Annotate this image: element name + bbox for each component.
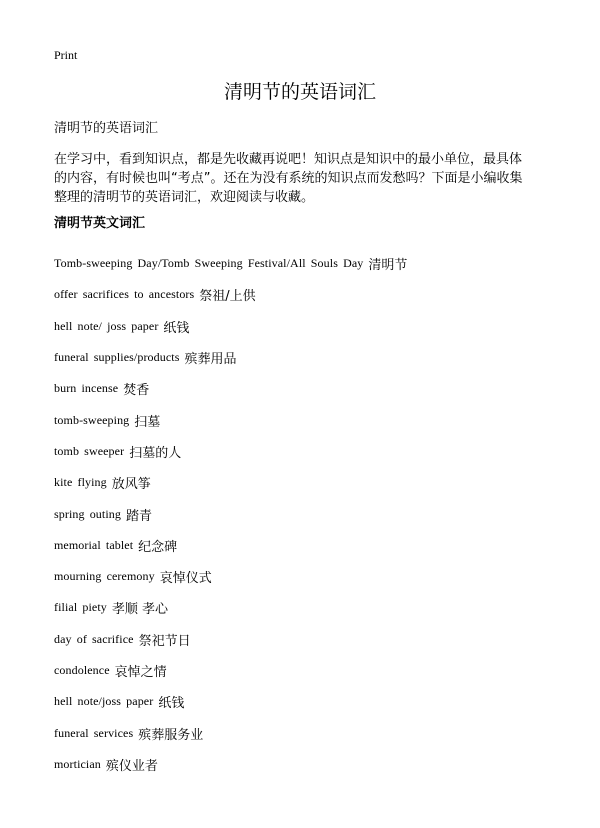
vocab-chinese: 清明节	[368, 258, 408, 274]
subtitle: 清明节的英语词汇	[54, 121, 159, 136]
vocab-english: filial piety	[54, 600, 107, 615]
intro-line: 在学习中，看到知识点，都是先收藏再说吧！知识点是知识中的最小单位，最具体	[54, 152, 523, 167]
section-heading: 清明节英文词汇	[54, 216, 146, 231]
vocab-chinese: 孝顺 孝心	[111, 602, 168, 618]
vocab-chinese: 焚香	[123, 383, 150, 399]
vocab-chinese: 哀悼之情	[114, 665, 167, 680]
vocab-english: Tomb-sweeping Day/Tomb Sweeping Festival/All Souls Day	[54, 256, 364, 271]
vocab-english: tomb-sweeping	[54, 412, 130, 427]
list-item	[54, 561, 554, 592]
list-item	[54, 592, 554, 623]
vocab-english: tomb sweeper	[54, 443, 125, 458]
vocab-chinese: 祭祖/上供	[199, 289, 256, 305]
list-item	[54, 404, 554, 435]
list-item	[54, 686, 554, 717]
vocab-chinese: 殡仪业者	[105, 758, 158, 774]
list-item	[54, 373, 554, 404]
intro-line: 整理的清明节的英语词汇，欢迎阅读与收藏。	[54, 190, 315, 205]
list-item	[54, 655, 554, 686]
vocab-english: hell note/ joss paper	[54, 318, 159, 333]
vocab-english: hell note/joss paper	[54, 694, 154, 709]
vocab-english: funeral services	[54, 725, 134, 740]
list-item	[54, 624, 554, 655]
list-item	[54, 467, 554, 498]
list-item	[54, 279, 554, 310]
list-item	[54, 436, 554, 467]
vocab-english: offer sacrifices to ancestors	[54, 287, 195, 302]
vocab-english: condolence	[54, 663, 110, 677]
vocab-english: spring outing	[54, 506, 121, 521]
vocab-chinese: 纸钱	[163, 320, 190, 336]
vocab-english: memorial tablet	[54, 537, 134, 552]
vocab-english: burn incense	[54, 381, 119, 396]
vocab-chinese: 祭祀节日	[138, 633, 191, 649]
vocab-english: kite flying	[54, 475, 107, 490]
list-item	[54, 717, 554, 748]
list-item	[54, 749, 554, 780]
vocab-chinese: 殡葬用品	[184, 352, 237, 368]
vocabulary-list	[54, 248, 554, 780]
vocab-english: funeral supplies/products	[54, 350, 180, 365]
vocab-chinese: 扫墓的人	[129, 445, 182, 461]
vocab-chinese: 纪念碑	[138, 539, 178, 555]
vocab-english: mourning ceremony	[54, 569, 155, 584]
list-item	[54, 530, 554, 561]
print-label: Print	[54, 48, 78, 62]
vocab-chinese: 扫墓	[134, 414, 161, 430]
list-item	[54, 342, 554, 373]
vocab-english: mortician	[54, 756, 101, 771]
vocab-chinese: 放风筝	[111, 477, 151, 493]
list-item	[54, 248, 554, 279]
intro-line: 的内容，有时候也叫“考点”。还在为没有系统的知识点而发愁吗？下面是小编收集	[54, 171, 523, 186]
intro-paragraph	[54, 150, 554, 207]
vocab-chinese: 殡葬服务业	[138, 727, 204, 743]
list-item	[54, 498, 554, 529]
vocab-chinese: 踏青	[125, 508, 152, 524]
vocab-chinese: 哀悼仪式	[159, 571, 212, 587]
vocab-english: day of sacrifice	[54, 631, 134, 646]
vocab-chinese: 纸钱	[158, 696, 185, 712]
list-item	[54, 311, 554, 342]
page-title: 清明节的英语词汇	[223, 81, 376, 103]
